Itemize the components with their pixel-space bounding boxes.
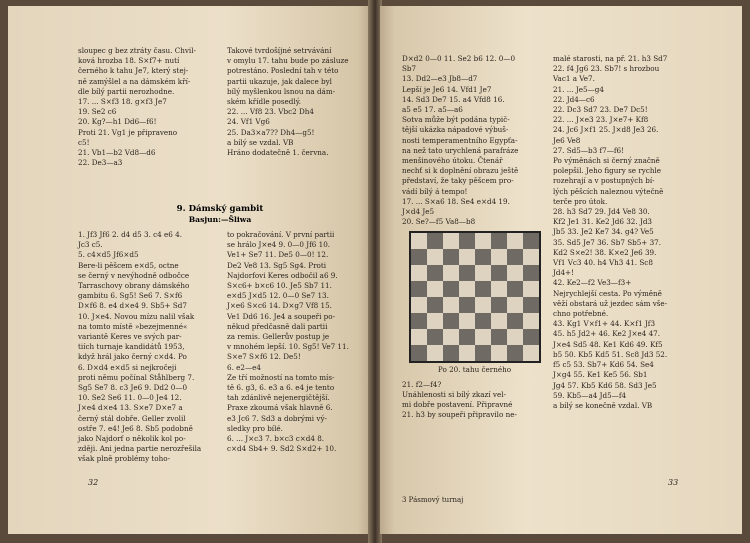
text-line: De2 Ve8 13. Sg5 Sg4. Proti [227, 260, 327, 270]
text-line: Sg5 Se7 8. c3 Je6 9. Dd2 0—0 [78, 383, 188, 393]
board-square [475, 329, 491, 345]
chess-diagram [409, 231, 541, 363]
right-page-column-1 [402, 54, 547, 420]
text-line: ková hrozba 18. S×f7+ nutí [78, 56, 180, 66]
board-square [507, 297, 523, 313]
text-line: 21. h3 by soupeři připravilo ne- [402, 410, 517, 420]
board-square [459, 265, 475, 281]
board-square [411, 329, 427, 345]
text-line: 17. ... S×f3 18. g×f3 Je7 [78, 97, 167, 107]
board-square [411, 265, 427, 281]
text-line: zději. Ani jedna partie nerozřešila [78, 444, 202, 454]
text-line: 22. ... Vf8 23. Vbc2 Dh4 [227, 107, 314, 117]
text-line: 22. De3—a3 [78, 158, 123, 168]
text-line: chno potřebné. [553, 309, 609, 319]
text-line: v mnohém lepší. 10. Sg5! Ve7 11. [227, 342, 349, 352]
board-square [491, 345, 507, 361]
text-line: černého k tahu Je7, který stej- [78, 66, 189, 76]
text-line: 21. f2—f4? [402, 379, 442, 389]
board-square [523, 297, 539, 313]
text-line: potrestáno. Poslední tah v této [227, 66, 339, 76]
text-line: Ve1+ Se7 11. De5 0—0! 12. [227, 250, 329, 260]
text-line: f5 c5 53. Sb7+ Kd6 54. Se4 [553, 360, 654, 370]
text-line: 6. e2—e4 [227, 362, 261, 372]
text-line: 43. Kg1 V×f1+ 44. K×f1 Jf3 [553, 319, 656, 329]
board-square [427, 281, 443, 297]
text-line: to pokračování. V první partii [227, 230, 335, 239]
text-line: 24. Jc6 J×f1 25. J×d8 Je3 26. [553, 125, 659, 135]
text-line: a bílý se vzdal. VB [227, 137, 294, 147]
board-square [411, 297, 427, 313]
text-line: terče pro útok. [553, 196, 608, 206]
text-line: Ve1 Dd6 16. Je4 a soupeři po- [227, 311, 336, 321]
board-square [523, 233, 539, 249]
text-line: 20. Kg?—h1 Dd6—f6! [78, 117, 157, 127]
text-line: Nejrychlejší cesta. Po výměně [553, 288, 662, 298]
board-square [491, 265, 507, 281]
board-square [507, 233, 523, 249]
text-line: ostře 7. e4! Je6 8. Sb5 podobně [78, 423, 193, 433]
board-square [443, 249, 459, 265]
text-line: Najdorfovi Keres odbočil a6 9. [227, 270, 338, 280]
text-line: malé starosti, na př. 21. h3 Sd7 [553, 54, 668, 63]
text-line: a5 e5 17. a5—a6 [402, 105, 463, 115]
game-players: Basjun:—Šliwa [188, 215, 252, 224]
text-line: a bílý se konečně vzdal. VB [553, 400, 653, 410]
text-line: J×e6 S×c6 14. D×g7 Vf8 15. [227, 301, 332, 311]
board-square [507, 249, 523, 265]
text-line: 14. Sd3 De7 15. a4 Vfd8 16. [402, 94, 505, 104]
board-square [459, 329, 475, 345]
text-line: tě 6. g3, 6. e3 a 6. e4 je tento [227, 383, 335, 393]
left-page-column-2-lower [227, 230, 362, 454]
board-square [523, 281, 539, 297]
board-square [411, 313, 427, 329]
board-square [523, 345, 539, 361]
text-line: Vf1 Vc3 40. h4 Vh3 41. Sc8 [553, 258, 653, 268]
board-square [459, 345, 475, 361]
text-line: J×e4 d×e4 13. S×e7 D×e7 a [78, 403, 183, 413]
board-square [443, 265, 459, 281]
text-line: tah zdánlivě nejenergičtější. [227, 393, 330, 403]
text-line: 20. Se?—f5 Va8—b8 [402, 217, 476, 227]
text-line: představí, že taky pěšcem pro- [402, 176, 514, 186]
text-line: 21. Vb1—b2 Vd8—d6 [78, 148, 156, 158]
text-line: partii ukazuje, jak dalece byl [227, 76, 332, 86]
text-line: variantě Keres ve svých par- [78, 332, 182, 342]
text-line: Praxe zkoumá však hlavně 6. [227, 403, 333, 413]
text-line: Tarraschovy obrany dámského [78, 281, 190, 291]
text-line: 22. f4 Jg6 23. Sb7! s hrozbou [553, 64, 660, 74]
text-line: však plně problémy toho- [78, 454, 171, 464]
text-line: 22. ... J×e3 23. J×e7+ Kf8 [553, 115, 649, 125]
board-square [411, 249, 427, 265]
text-line: polepšil. Jeho figury se rychle [553, 166, 662, 176]
text-line: tiích turnaje kandidátů 1953, [78, 342, 185, 352]
text-line: 13. Dd2—e3 Jb8—d7 [402, 74, 478, 84]
board-square [443, 329, 459, 345]
board-square [475, 313, 491, 329]
board-square [491, 313, 507, 329]
text-line: b5 50. Kb5 Kd5 51. Sc8 Jd3 52. [553, 349, 668, 359]
board-square [475, 345, 491, 361]
text-line: někud předčasně dali partii [227, 321, 328, 331]
board-square [443, 297, 459, 313]
text-line: 25. Da3×a7?? Dh4—g5! [227, 127, 315, 137]
text-line: rozehrají a v postupných bí- [553, 176, 655, 186]
text-line: 45. h5 Jd2+ 46. Ke2 J×e4 47. [553, 329, 661, 339]
text-line: J×e4 Sd5 48. Ke1 Kd6 49. Kf5 [553, 339, 663, 349]
text-line: 42. Ke2—f2 Ve3—f3+ [553, 278, 632, 288]
text-line: 1. Jf3 Jf6 2. d4 d5 3. c4 e6 4. [78, 230, 182, 239]
text-line: sloupec g bez ztráty času. Chvil- [78, 46, 196, 55]
text-line: sledky pro bílé. [227, 423, 283, 433]
text-line: Takové tvrdošíjné setrvávání [227, 46, 332, 55]
board-square [427, 233, 443, 249]
text-line: když hrál jako černý c×d4. Po [78, 352, 187, 362]
text-line: Ze tří možností na tomto mís- [227, 372, 335, 382]
text-line: Bere-li pěšcem e×d5, octne [78, 260, 179, 270]
board-square [507, 281, 523, 297]
text-line: Vac1 a Ve7. [553, 74, 595, 84]
text-line: 6. D×d4 e×d5 si nejkročeji [78, 362, 177, 372]
board-square [427, 329, 443, 345]
text-line: 28. h3 Sd7 29. Jd4 Ve8 30. [553, 207, 650, 217]
left-page-number: 32 [88, 478, 99, 487]
board-square [491, 233, 507, 249]
board-square [507, 345, 523, 361]
text-line: Je6 Ve8 [553, 135, 581, 145]
right-page-column-2 [553, 54, 703, 411]
text-line: gambitu 6. Sg5! Se6 7. S×f6 [78, 291, 183, 301]
board-square [459, 297, 475, 313]
board-square [411, 233, 427, 249]
board-square [411, 281, 427, 297]
text-line: na než tato urychlená parafráze [402, 145, 519, 155]
text-line: vádí bílý á tempo! [402, 186, 468, 196]
board-square [491, 329, 507, 345]
board-square [523, 249, 539, 265]
board-square [443, 345, 459, 361]
board-square [443, 281, 459, 297]
left-page-column-1-lower [78, 230, 218, 465]
text-line: ském křídle posedlý. [227, 97, 302, 107]
board-square [491, 281, 507, 297]
text-line: 24. Vf1 Vg6 [227, 117, 270, 127]
board-square [475, 265, 491, 281]
text-line: Kf2 Je1 31. Ke2 Jd6 32. Jd3 [553, 217, 652, 227]
board-square [475, 233, 491, 249]
text-line: 5. c4×d5 Jf6×d5 [78, 250, 139, 260]
board-square [475, 281, 491, 297]
text-line: mi dobře postavení. Připravné [402, 400, 513, 410]
text-line: c5! [78, 137, 90, 147]
text-line: jako Najdorf o několik kol po- [78, 434, 186, 444]
text-line: 17. ... S×a6 18. Se4 e×d4 19. [402, 196, 510, 206]
text-line: D×f6 8. e4 d×e4 9. Sb5+ Sd7 [78, 301, 187, 311]
text-line: Lepší je Je6 14. Vfd1 Je7 [402, 84, 492, 94]
text-line: dle bílý partii nerozhodne. [78, 86, 175, 96]
board-square [459, 249, 475, 265]
text-line: J×d4 Je5 [402, 207, 435, 217]
text-line: 22. Jd4—c6 [553, 94, 595, 104]
text-line: 22. Dc3 Sd7 23. De7 Dc5! [553, 105, 648, 115]
board-square [491, 249, 507, 265]
text-line: za remis. Gellerův postup je [227, 332, 330, 342]
text-line: ně zamýšlel a na dámském kří- [78, 76, 191, 86]
text-line: Jd4+! [553, 268, 574, 278]
text-line: se černý v nevýhodně odbočce [78, 270, 190, 280]
left-page-column-1 [78, 46, 218, 184]
text-line: 21. ... Je5—g4 [553, 84, 604, 94]
text-line: 59. Kb5—a4 Jd5—f4 [553, 390, 627, 400]
text-line: nechť si k doplnění obrazu ještě [402, 166, 519, 176]
board-square [475, 297, 491, 313]
left-page-column-2 [227, 46, 362, 158]
text-line: Proti 21. Vg1 je připraveno [78, 127, 178, 137]
board-square [523, 265, 539, 281]
board-square [443, 233, 459, 249]
text-line: e3 Jc6 7. Sd3 a dobrými vý- [227, 413, 327, 423]
board-square [459, 313, 475, 329]
text-line: 19. Se2 c6 [78, 107, 117, 117]
text-line: Kd2 S×e2! 38. K×e2 Je6 39. [553, 247, 657, 257]
board-square [427, 265, 443, 281]
text-line: Sb7 [402, 64, 417, 74]
text-line: D×d2 0—0 11. Se2 b6 12. 0—0 [402, 54, 516, 63]
text-line: Po výměnách si černý značně [553, 156, 660, 166]
text-line: S×e7 S×f6 12. De5! [227, 352, 301, 362]
diagram-caption: Po 20. tahu černého [437, 365, 512, 375]
text-line: věží obstará už jezdec sám vše- [553, 298, 668, 308]
text-line: proti němu počínal Ståhlberg 7. [78, 372, 195, 382]
text-line: Jg4 57. Kb5 Kd6 58. Sd3 Je5 [553, 380, 657, 390]
board-square [427, 249, 443, 265]
text-line: 6. ... J×c3 7. b×c3 c×d4 8. [227, 434, 325, 444]
text-line: e×d5 J×d5 12. 0—0 Se7 13. [227, 291, 329, 301]
board-square [507, 313, 523, 329]
text-line: Jc3 c5. [78, 240, 103, 250]
board-square [427, 313, 443, 329]
board-square [427, 297, 443, 313]
board-square [459, 281, 475, 297]
text-line: J×g4 55. Ke1 Ke5 56. Sb1 [553, 370, 648, 380]
text-line: S×c6+ b×c6 10. Je5 Sb7 11. [227, 281, 332, 291]
text-line: v omylu 17. tahu bude po zásluze [227, 56, 349, 66]
board-square [507, 265, 523, 281]
board-square [507, 329, 523, 345]
text-line: 35. Sd5 Je7 36. Sb7 Sb5+ 37. [553, 237, 662, 247]
board-square [411, 345, 427, 361]
board-square [427, 345, 443, 361]
board-square [491, 297, 507, 313]
board-square [475, 249, 491, 265]
text-line: 10. Se2 Se6 11. 0—0 Je4 12. [78, 393, 182, 403]
game-header [78, 200, 362, 228]
text-line: c×d4 Sb4+ 9. Sd2 S×d2+ 10. [227, 444, 337, 454]
text-line: bílý myšlenkou lsnou na dám- [227, 86, 336, 96]
board-square [459, 233, 475, 249]
text-line: Hráno dodatečně 1. června. [227, 148, 329, 158]
right-page-number: 33 [668, 478, 679, 487]
text-line: Sotva může být podána typič- [402, 115, 510, 125]
text-line: nosti temperamentního Egypťa- [402, 135, 518, 145]
text-line: tější ukázka nápadové výbuš- [402, 125, 509, 135]
text-line: černý stál dobře. Geller zvolil [78, 413, 186, 423]
text-line: Unáhlenosti si bílý zkazí vel- [402, 389, 506, 399]
text-line: lých pěšcích naleznou výtečně [553, 186, 664, 196]
text-line: na tomto místě »bezejmenné« [78, 321, 188, 331]
text-line: se hrálo J×e4 9. 0—0 Jf6 10. [227, 240, 331, 250]
game-title: 9. Dámský gambit [176, 204, 264, 214]
footer-title: 3 Pásmový turnaj [402, 496, 464, 504]
text-line: menšinového útoku. Čtenář [402, 156, 503, 166]
board-square [523, 313, 539, 329]
text-line: Jb5 33. Je2 Ke7 34. g4? Ve5 [553, 227, 654, 237]
board-square [523, 329, 539, 345]
text-line: 27. Sd5—b3 f7—f6! [553, 145, 625, 155]
text-line: 10. J×e4. Novou mízu nalil však [78, 311, 195, 321]
board-square [443, 313, 459, 329]
